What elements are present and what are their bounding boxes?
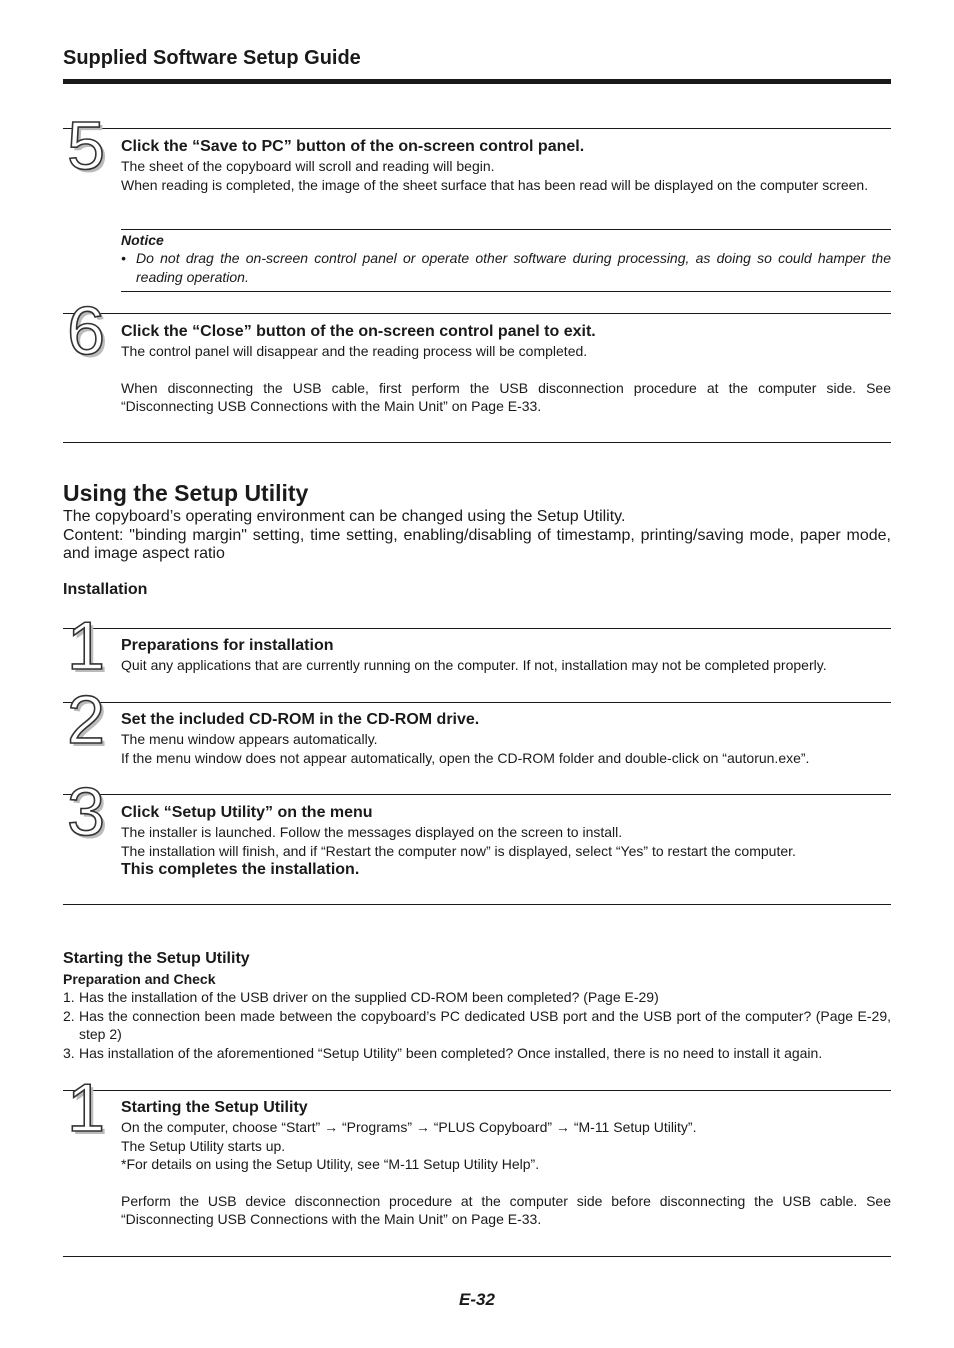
step-title: Set the included CD-ROM in the CD-ROM drive. bbox=[121, 711, 480, 728]
step-text: The Setup Utility starts up. bbox=[121, 1137, 286, 1154]
list-item bbox=[63, 1044, 891, 1063]
notice-item bbox=[121, 249, 891, 286]
step-title: Starting the Setup Utility bbox=[121, 1099, 308, 1116]
step-number: 1 bbox=[67, 1070, 105, 1146]
step-number: 6 bbox=[67, 293, 105, 369]
step-title: Click the “Save to PC” button of the on-screen control panel. bbox=[121, 138, 585, 155]
step-text: *For details on using the Setup Utility, see “M-11 Setup Utility Help”. bbox=[121, 1156, 540, 1172]
notice-top-rule bbox=[121, 229, 891, 230]
step-text: Perform the USB device disconnection procedure at the computer side before disconnecting the USB cable. See “Disconnecting USB Connections with the Main Unit” on Page E-33. bbox=[121, 1192, 891, 1227]
list-item bbox=[63, 988, 891, 1007]
step-rule bbox=[63, 128, 891, 129]
step-text: The menu window appears automatically. bbox=[121, 731, 378, 747]
step-number: 3 bbox=[67, 774, 105, 850]
step-title: Click the “Close” button of the on-screen control panel to exit. bbox=[121, 323, 596, 340]
section-rule bbox=[63, 442, 891, 443]
step-number: 1 bbox=[67, 608, 105, 684]
step-number: 2 bbox=[67, 682, 105, 758]
step-title: Click “Setup Utility” on the menu bbox=[121, 804, 373, 821]
list-text: Has the connection been made between the copyboard’s PC dedicated USB port and the USB port of the computer? (Page E-29, step 2) bbox=[79, 1007, 891, 1042]
list-text: Has installation of the aforementioned “Setup Utility” been completed? Once installed, there is no need to install it again. bbox=[79, 1044, 823, 1061]
step-text: If the menu window does not appear automatically, open the CD-ROM folder and double-click on “autorun.exe”. bbox=[121, 749, 810, 766]
intro-text bbox=[63, 508, 891, 564]
install-step-1-body bbox=[121, 635, 891, 675]
intro-line: Content: "binding margin" setting, time setting, enabling/disabling of timestamp, printing/saving mode, paper mode, and image aspect ratio bbox=[63, 526, 891, 562]
list-number: 1. bbox=[63, 989, 75, 1005]
header-rule bbox=[63, 79, 891, 84]
intro-line: The copyboard’s operating environment can be changed using the Setup Utility. bbox=[63, 508, 626, 525]
page-number: E-32 bbox=[459, 1290, 495, 1309]
section-heading: Using the Setup Utility bbox=[63, 480, 309, 506]
step-rule bbox=[63, 628, 891, 629]
install-step-3-body bbox=[121, 802, 891, 880]
completion-note: This completes the installation. bbox=[121, 861, 360, 878]
notice-box bbox=[121, 231, 891, 286]
list-item bbox=[63, 1007, 891, 1044]
step-6-body bbox=[121, 321, 891, 416]
step-rule bbox=[63, 313, 891, 314]
step-text: On the computer, choose “Start” → “Programs” → “PLUS Copyboard” → “M-11 Setup Utility”. bbox=[121, 1119, 697, 1135]
preparation-heading: Preparation and Check bbox=[63, 971, 216, 987]
check-list bbox=[63, 988, 891, 1062]
list-number: 3. bbox=[63, 1044, 75, 1061]
step-title: Preparations for installation bbox=[121, 637, 334, 654]
list-text: Has the installation of the USB driver on the supplied CD-ROM been completed? (Page E-29) bbox=[79, 989, 659, 1005]
notice-bottom-rule bbox=[121, 291, 891, 292]
step-number: 5 bbox=[67, 108, 105, 184]
notice-heading: Notice bbox=[121, 232, 164, 248]
step-text: When reading is completed, the image of the sheet surface that has been read will be displayed on the computer screen. bbox=[121, 176, 869, 193]
step-5-body bbox=[121, 136, 891, 194]
step-rule bbox=[63, 702, 891, 703]
starting-step-1-body bbox=[121, 1097, 891, 1229]
step-text: When disconnecting the USB cable, first perform the USB disconnection procedure at the computer side. See “Disconnecting USB Connections with the Main Unit” on Page E-33. bbox=[121, 379, 891, 414]
section-rule bbox=[63, 904, 891, 905]
section-rule bbox=[63, 1256, 891, 1257]
install-step-2-body bbox=[121, 709, 891, 767]
step-text: The installer is launched. Follow the messages displayed on the screen to install. bbox=[121, 824, 623, 840]
step-rule bbox=[63, 794, 891, 795]
starting-heading: Starting the Setup Utility bbox=[63, 950, 250, 967]
step-text: The control panel will disappear and the reading process will be completed. bbox=[121, 343, 588, 359]
step-text: Quit any applications that are currently running on the computer. If not, installation may not be completed properly. bbox=[121, 657, 827, 673]
step-text: The sheet of the copyboard will scroll and reading will begin. bbox=[121, 158, 495, 174]
step-rule bbox=[63, 1090, 891, 1091]
page-header-title: Supplied Software Setup Guide bbox=[63, 47, 361, 69]
installation-heading: Installation bbox=[63, 581, 148, 598]
list-number: 2. bbox=[63, 1007, 75, 1024]
step-text: The installation will finish, and if “Restart the computer now” is displayed, select “Yes” to restart the computer. bbox=[121, 842, 796, 859]
notice-text: Do not drag the on-screen control panel or operate other software during processing, as doing so could hamper the reading operation. bbox=[136, 250, 891, 285]
bullet: • bbox=[121, 250, 126, 266]
